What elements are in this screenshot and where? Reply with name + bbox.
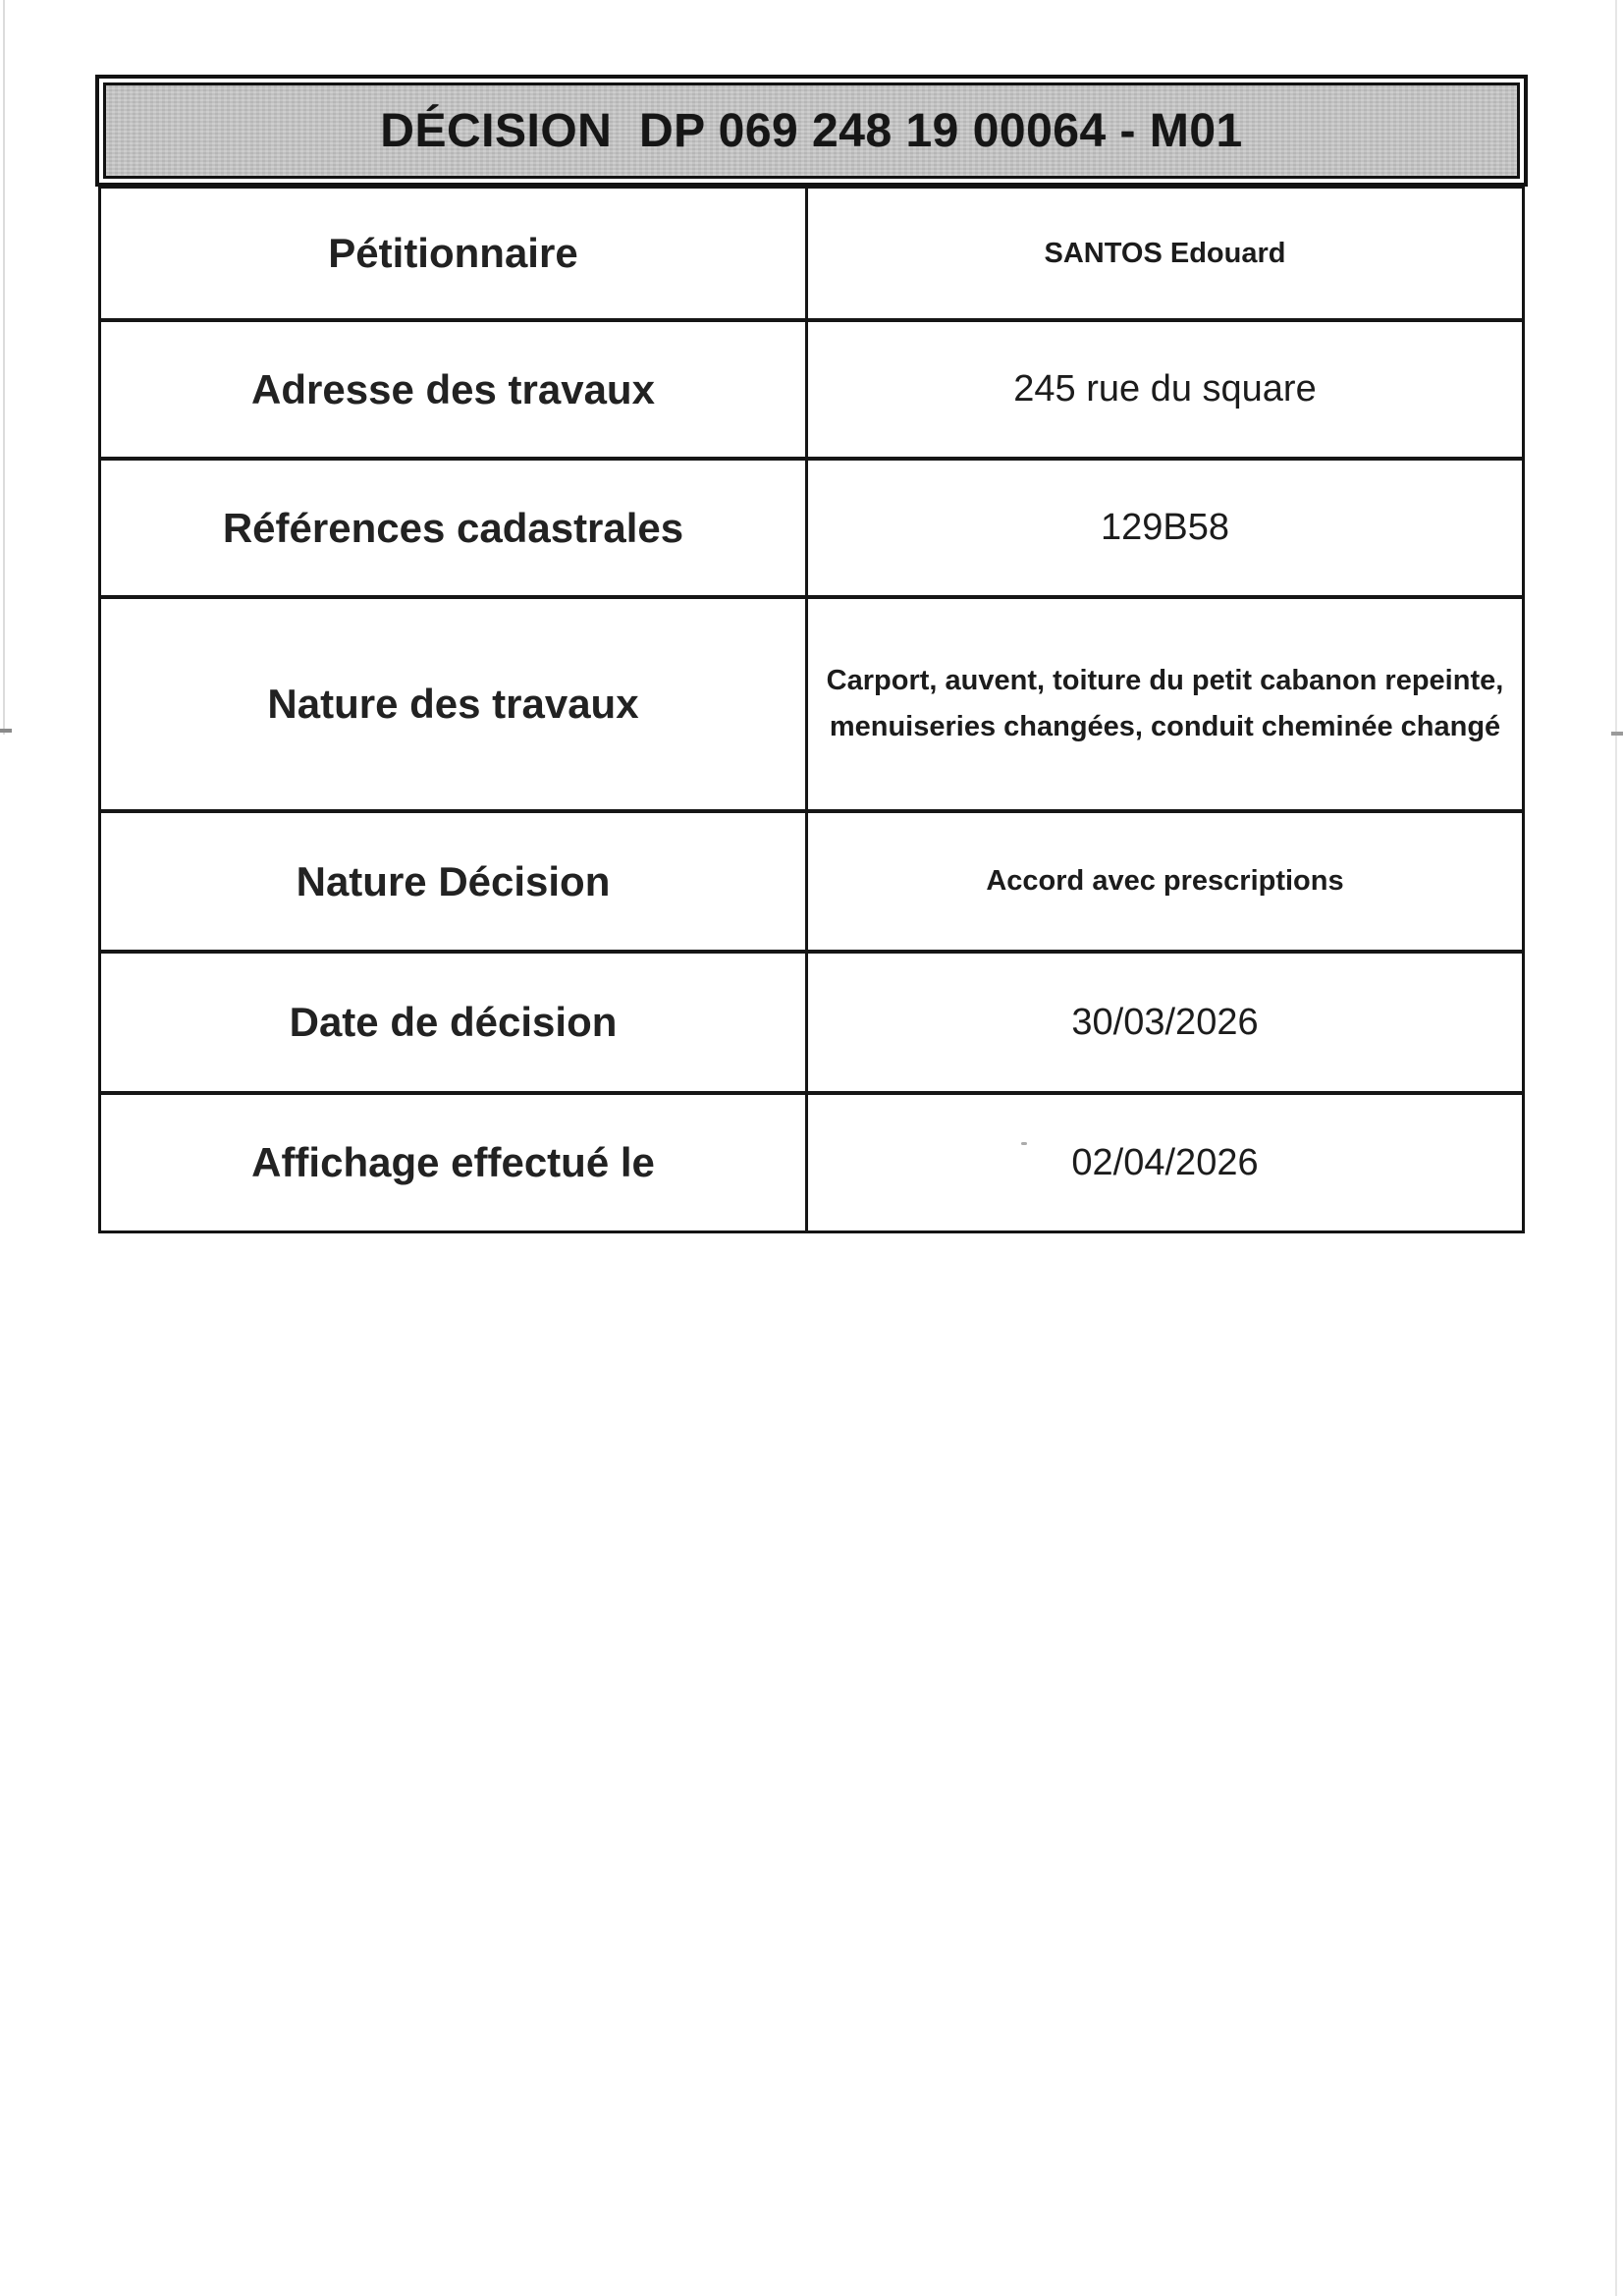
row-label: Pétitionnaire (101, 189, 808, 318)
table-row-adresse-travaux (101, 322, 1522, 461)
row-label: Références cadastrales (101, 461, 808, 595)
row-label: Nature Décision (101, 813, 808, 950)
table-row-references-cadastrales (101, 461, 1522, 599)
row-label: Adresse des travaux (101, 322, 808, 457)
decision-title: DÉCISION DP 069 248 19 00064 - M01 (380, 104, 1243, 157)
row-value: SANTOS Edouard (1044, 237, 1286, 269)
row-value-line-2: menuiseries changées, conduit cheminée changé (829, 711, 1501, 742)
row-value: 30/03/2026 (1071, 1001, 1259, 1043)
decision-table (98, 187, 1525, 1233)
scan-artifact-left-tick (0, 729, 12, 733)
table-row-petitionnaire (101, 189, 1522, 322)
decision-banner (95, 75, 1528, 187)
scan-artifact-right-line (1615, 0, 1617, 2296)
decision-banner-inner (103, 82, 1520, 179)
scan-artifact-right-tick (1611, 732, 1623, 736)
table-row-date-decision (101, 954, 1522, 1095)
row-value-line-1: Carport, auvent, toiture du petit cabanon repeinte, (826, 665, 1504, 697)
row-label: Nature des travaux (101, 599, 808, 809)
row-value: 245 rue du square (1013, 368, 1317, 410)
table-row-nature-decision (101, 813, 1522, 954)
scan-artifact-left-line (3, 0, 5, 735)
row-value (808, 599, 1522, 809)
row-value: 129B58 (1100, 507, 1229, 548)
row-value: Accord avec prescriptions (986, 865, 1344, 897)
table-row-affichage (101, 1095, 1522, 1230)
row-value: 02/04/2026 (1071, 1141, 1259, 1183)
table-row-nature-travaux (101, 599, 1522, 813)
row-label: Affichage effectué le (101, 1095, 808, 1230)
scan-artifact-dot (1021, 1142, 1027, 1145)
row-label: Date de décision (101, 954, 808, 1091)
